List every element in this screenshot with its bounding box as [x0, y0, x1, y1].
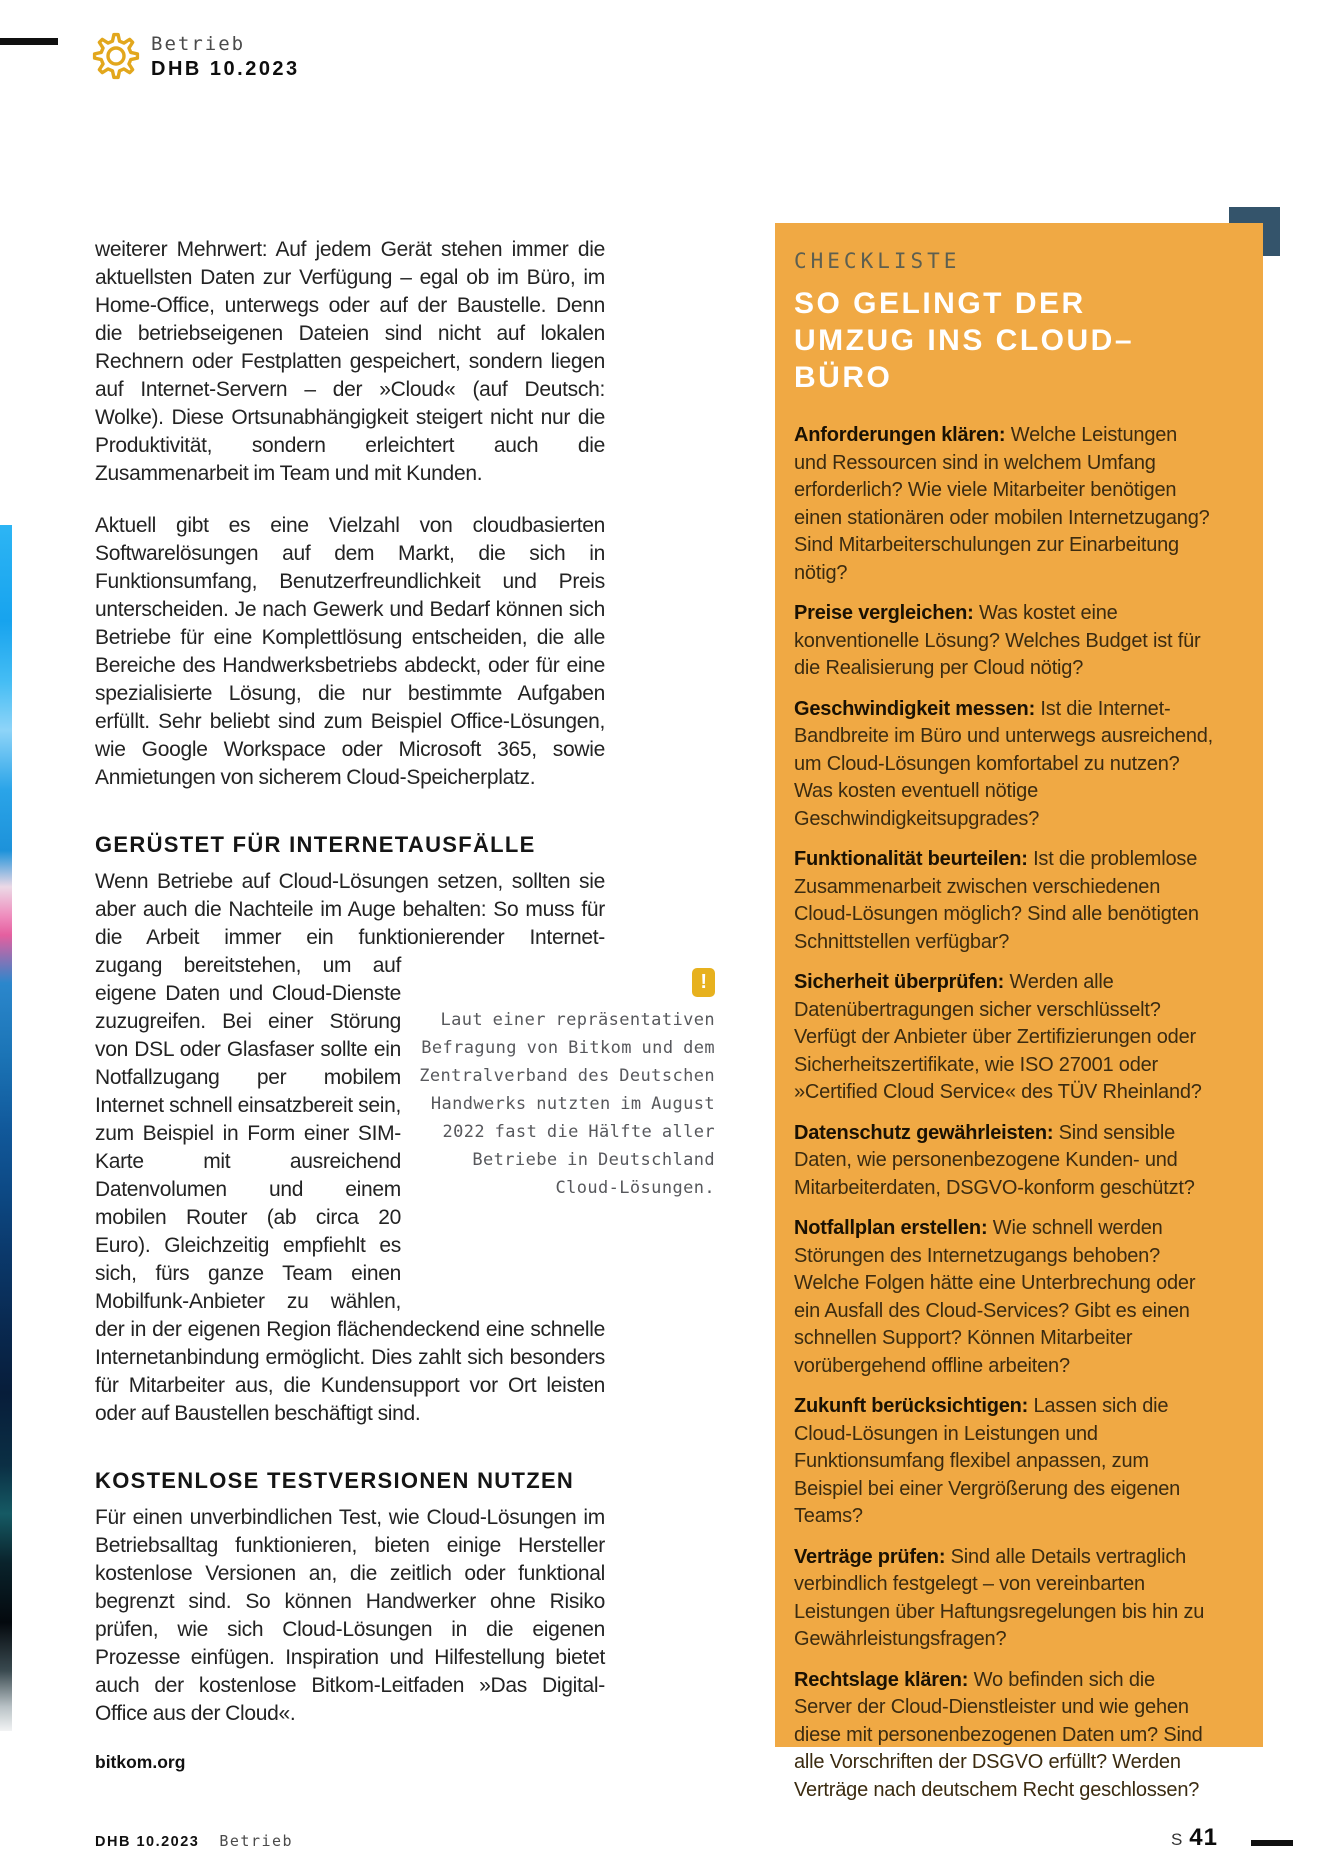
checklist-item: [794, 422, 1215, 587]
checklist-item-text: Wo befinden sich die Server der Cloud-Dienstleister und wie gehen diese mit personenbezogenen Daten um? Sind alle Vorschriften der DSGVO erfüllt? Werden Verträge nach deutschem Recht geschlossen?: [794, 1668, 1203, 1801]
checklist-item-text: Welche Leistungen und Ressourcen sind in welchem Umfang erforderlich? Wie viele Mitarbeiter benötigen einen stationären oder mobilen Internetzugang? Sind Mitarbeiterschulungen zur Einarbeitung nötig?: [794, 424, 1210, 584]
pull-quote-text: Laut einer repräsentativen Befragung von Bitkom und dem Zentralverband des Deutschen Handwerks nutzten im August 2022 fast die Hälfte aller Betriebe in Deutschland Cloud-Lösungen.: [419, 1010, 715, 1198]
checklist-item-label: Anforderungen klären:: [794, 424, 1006, 446]
checklist-item: [794, 969, 1215, 1107]
article-paragraph: Für einen unverbindlichen Test, wie Cloud-Lösungen im Betriebsalltag funktionieren, bieten einige Hersteller kostenlose Versionen an, die zeitlich oder funktional begrenzt sind. So können Handwerker ohne Risiko prüfen, wie sich Cloud-Lösungen in die eigenen Prozesse einfügen. Inspiration und Hilfestellung bietet auch der kostenlose Bitkom-Leitfaden »Das Digital-Office aus der Cloud«.: [95, 1506, 605, 1725]
checklist-item-label: Sicherheit überprüfen:: [794, 971, 1005, 993]
checklist-item: [794, 1544, 1215, 1654]
checklist-item-label: Notfallplan erstellen:: [794, 1217, 988, 1239]
checklist-item-text: Sind sensible Daten, wie personenbezogene Kunden- und Mitarbeiterdaten, DSGVO-konform geschützt?: [794, 1121, 1195, 1199]
footer-left: [95, 1832, 293, 1850]
article-paragraph: Wenn Betriebe auf Cloud-Lösungen setzen, sollten sie aber auch die Nachteile im Auge behalten: So muss für die Arbeit immer ein funktionierender Internet-: [95, 870, 605, 949]
article-paragraph: weiterer Mehrwert: Auf jedem Gerät stehen immer die aktuellsten Daten zur Verfügung – egal ob im Büro, im Home-Office, unterwegs oder auf der Baustelle. Denn die betriebseigenen Dateien sind nicht auf lokalen Rechnern oder Festplatten gespeichert, sondern liegen auf Internet-Servern – der »Cloud« (auf Deutsch: Wolke). Diese Ortsunabhängigkeit steigert nicht nur die Produktivität, sondern erleichtert auch die Zusammenarbeit im Team und mit Kunden.: [95, 238, 605, 485]
footer-rule: [1251, 1840, 1293, 1846]
page-header: [151, 33, 300, 81]
checklist-item-label: Zukunft berücksichtigen:: [794, 1395, 1029, 1417]
bitkom-link[interactable]: bitkom.org: [95, 1752, 186, 1772]
checklist-item-text: Wie schnell werden Störungen des Internetzugangs behoben? Welche Folgen hätte eine Unterbrechung oder ein Ausfall des Cloud-Services? Gibt es einen schnellen Support? Können Mitarbeiter vorübergehend offline arbeiten?: [794, 1217, 1196, 1377]
issue-label: DHB 10.2023: [151, 58, 300, 80]
article-paragraph: [95, 952, 715, 1428]
gear-teeth: [95, 35, 138, 78]
checklist-item-text: Was kostet eine konventionelle Lösung? Welches Budget ist für die Realisierung per Cloud nötig?: [794, 602, 1201, 679]
checklist-item: [794, 600, 1215, 683]
section-label: Betrieb: [151, 33, 246, 55]
gear-icon: [92, 32, 140, 80]
article-paragraph: Aktuell gibt es eine Vielzahl von cloudbasierten Softwarelösungen auf dem Markt, die sich in Funktionsumfang, Benutzerfreundlichkeit und Preis unterscheiden. Je nach Gewerk und Bedarf können sich Betriebe für eine Komplettlösung entscheiden, die alle Bereiche des Handwerksbetriebs abdeckt, oder für eine spezialisierte Lösung, die nur bestimmte Aufgaben erfüllt. Sehr beliebt sind zum Beispiel Office-Lösungen, wie Google Workspace oder Microsoft 365, sowie Anmietungen von sicherem Cloud-Speicherplatz.: [95, 514, 605, 789]
footer-issue: DHB 10.2023: [95, 1834, 200, 1850]
page-number: 41: [1189, 1824, 1218, 1851]
checklist-item-text: Lassen sich die Cloud-Lösungen in Leistungen und Funktionsumfang flexibel anpassen, zum Beispiel bei einer Vergrößerung des eigenen Teams?: [794, 1395, 1181, 1527]
pull-quote: [415, 956, 715, 1292]
page-edge-photo-sliver: [0, 525, 12, 1731]
checklist-item-label: Geschwindigkeit messen:: [794, 697, 1036, 720]
footer-section: Betrieb: [219, 1832, 294, 1850]
checklist-item-text: Ist die problemlose Zusammenarbeit zwischen verschiedenen Cloud-Lösungen möglich? Sind alle benötigten Schnittstellen verfügbar?: [794, 848, 1199, 953]
checklist-item-label: Funktionalität beurteilen:: [794, 848, 1028, 870]
checklist-item: [794, 1667, 1215, 1805]
exclamation-icon: !: [692, 968, 715, 997]
checklist-item-label: Rechtslage klären:: [794, 1668, 969, 1691]
article-subheading: KOSTENLOSE TESTVERSIONEN NUTZEN: [95, 1468, 575, 1493]
checklist-item-label: Verträge prüfen:: [794, 1545, 946, 1568]
checklist-item: [794, 1120, 1215, 1203]
page-number-prefix: S: [1170, 1830, 1183, 1849]
footer-page-number: [1171, 1824, 1218, 1852]
checklist-box: [775, 223, 1263, 1801]
checklist-item: [794, 1215, 1215, 1380]
checklist-eyebrow: CHECKLISTE: [794, 249, 961, 273]
checklist-item: [794, 696, 1215, 834]
checklist-item-label: Datenschutz gewährleisten:: [794, 1121, 1054, 1144]
article-paragraph-text: zugang bereitstehen, um auf eigene Daten und Cloud-Dienste zuzugreifen. Bei einer Störung von DSL oder Glasfaser sollte ein Notfallzugang per mobilem Internet schnell einsatzbereit sein, zum Beispiel in Form einer SIM-Karte mit ausreichend Datenvolumen und einem mobilen Router (ab circa 20 Euro). Gleichzeitig empfiehlt es sich, fürs ganze Team einen Mobilfunk-Anbieter zu wählen, der in der eigenen Region flächendeckend eine schnelle Internetanbindung ermöglicht. Dies zahlt sich besonders für Mitarbeiter aus, die Kundensupport vor Ort leisten oder auf Baustellen beschäftigt sind.: [95, 954, 605, 1425]
checklist-item-text: Werden alle Datenübertragungen sicher verschlüsselt? Verfügt der Anbieter über Zertifizierungen oder Sicherheitszertifikate, wie ISO 27001 oder »Certified Cloud Service« des TÜV Rheinland?: [794, 971, 1202, 1103]
checklist-item-label: Preise vergleichen:: [794, 602, 974, 624]
checklist-item: [794, 1393, 1215, 1531]
top-left-rule: [0, 38, 58, 45]
article-subheading: GERÜSTET FÜR INTERNETAUSFÄLLE: [95, 832, 536, 857]
article-column: [95, 236, 715, 1773]
checklist-item: [794, 846, 1215, 956]
checklist-item-text: Sind alle Details vertraglich verbindlich festgelegt – von vereinbarten Leistungen über Haftungsregelungen bis hin zu Gewährleistungsfragen?: [794, 1545, 1205, 1650]
checklist-title: SO GELINGT DER UMZUG INS CLOUD–BÜRO: [794, 287, 1134, 394]
checklist-item-text: Ist die Internet-Bandbreite im Büro und unterwegs ausreichend, um Cloud-Lösungen komfortabel zu nutzen? Was kosten eventuell nötige Geschwindigkeitsupgrades?: [794, 697, 1214, 830]
